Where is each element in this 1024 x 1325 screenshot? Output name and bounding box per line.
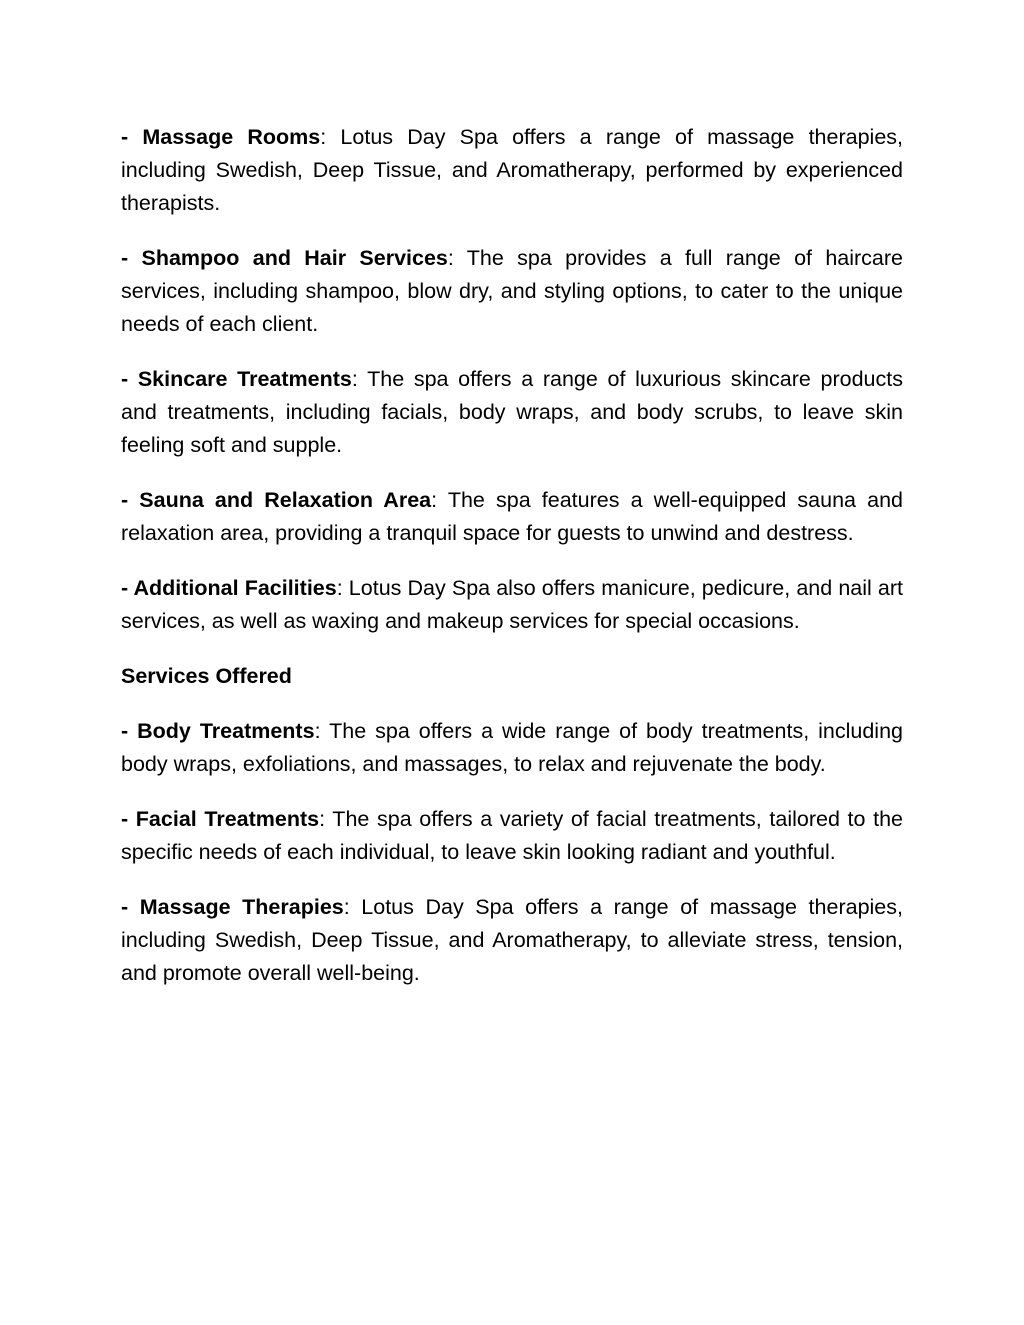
service-term bbox=[121, 807, 319, 831]
service-term bbox=[121, 895, 344, 919]
facility-term bbox=[121, 488, 431, 512]
facility-description: : The spa provides a full range of haircare services, including shampoo, blow dry, and styling options, to cater to the unique needs of each client. bbox=[121, 246, 903, 336]
bullet-dash: - bbox=[121, 246, 142, 270]
bullet-dash: - bbox=[121, 576, 134, 600]
term-label: Massage Rooms bbox=[142, 125, 321, 149]
term-label: Facial Treatments bbox=[135, 807, 320, 831]
facility-sauna bbox=[121, 484, 903, 550]
bullet-dash: - bbox=[121, 125, 143, 149]
service-facial-treatments bbox=[121, 803, 903, 869]
service-massage-therapies bbox=[121, 891, 903, 990]
term-label: Sauna and Relaxation Area bbox=[139, 488, 432, 512]
facility-additional bbox=[121, 572, 903, 638]
facility-massage-rooms bbox=[121, 121, 903, 220]
services-heading: Services Offered bbox=[121, 664, 292, 688]
facility-term bbox=[121, 576, 337, 600]
service-description: : The spa offers a wide range of body treatments, including body wraps, exfoliations, and massages, to relax and rejuvenate the body. bbox=[121, 719, 903, 776]
service-term bbox=[121, 719, 315, 743]
bullet-dash: - bbox=[121, 367, 138, 391]
facility-term bbox=[121, 246, 448, 270]
facility-term bbox=[121, 125, 320, 149]
facility-description: : Lotus Day Spa also offers manicure, pedicure, and nail art services, as well as waxing and makeup services for special occasions. bbox=[121, 576, 904, 633]
facility-description: : The spa features a well-equipped sauna and relaxation area, providing a tranquil space for guests to unwind and destress. bbox=[121, 488, 903, 545]
facility-description: : The spa offers a range of luxurious skincare products and treatments, including facials, body wraps, and body scrubs, to leave skin feeling soft and supple. bbox=[121, 367, 903, 457]
bullet-dash: - bbox=[121, 719, 138, 743]
term-label: Additional Facilities bbox=[133, 576, 337, 600]
facility-description: : Lotus Day Spa offers a range of massage therapies, including Swedish, Deep Tissue, and Aromatherapy, performed by experienced therapists. bbox=[121, 125, 903, 215]
bullet-dash: - bbox=[121, 807, 136, 831]
service-body-treatments bbox=[121, 715, 903, 781]
term-label: Massage Therapies bbox=[139, 895, 344, 919]
bullet-dash: - bbox=[121, 488, 140, 512]
service-description: : Lotus Day Spa offers a range of massage therapies, including Swedish, Deep Tissue, and Aromatherapy, to alleviate stress, tension, and promote overall well-being. bbox=[121, 895, 903, 985]
facility-term bbox=[121, 367, 352, 391]
service-description: : The spa offers a variety of facial treatments, tailored to the specific needs of each individual, to leave skin looking radiant and youthful. bbox=[121, 807, 903, 864]
bullet-dash: - bbox=[121, 895, 140, 919]
facility-shampoo-hair bbox=[121, 242, 903, 341]
document-page bbox=[121, 121, 903, 1012]
term-label: Body Treatments bbox=[137, 719, 315, 743]
term-label: Skincare Treatments bbox=[137, 367, 352, 391]
facility-skincare bbox=[121, 363, 903, 462]
term-label: Shampoo and Hair Services bbox=[141, 246, 448, 270]
